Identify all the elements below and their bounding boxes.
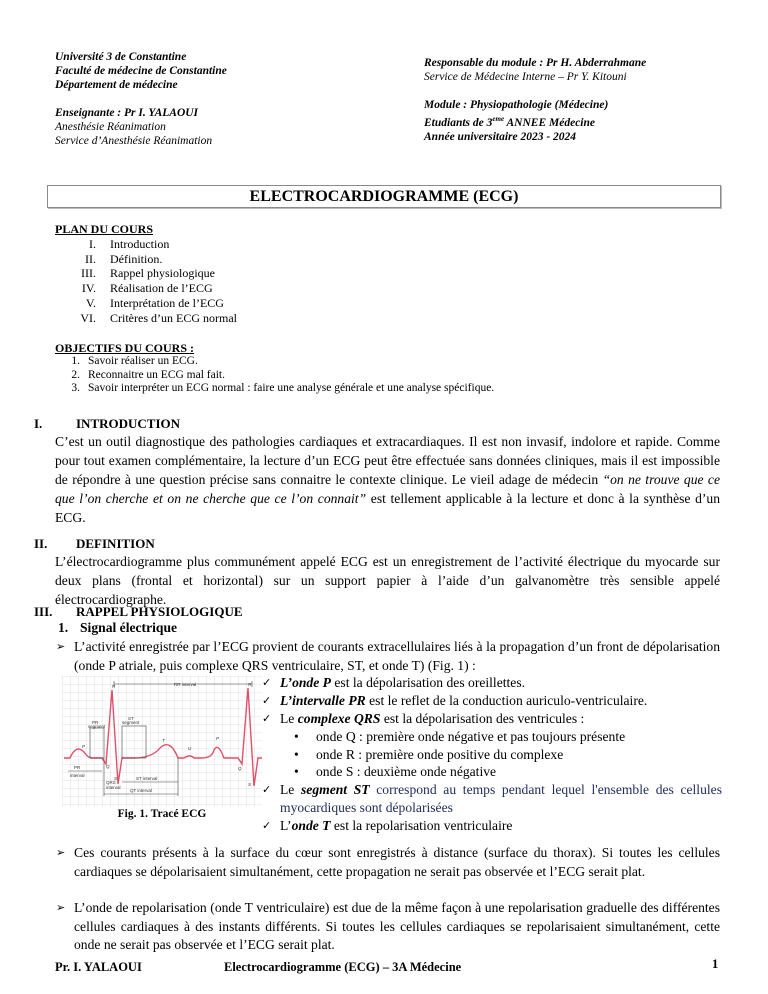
- prefix: L’: [280, 817, 292, 833]
- dot-bullet-icon: •: [294, 729, 299, 744]
- section-title: INTRODUCTION: [76, 416, 181, 431]
- objective-item: [55, 355, 735, 369]
- ecg-figure: [62, 676, 262, 807]
- bullet-item-s: [262, 763, 722, 781]
- check-icon: ✓: [262, 713, 272, 725]
- check-icon: ✓: [262, 819, 272, 832]
- section-num: II.: [34, 536, 48, 551]
- bullet-text: onde Q : première onde négative et pas toujours présente: [316, 729, 626, 744]
- svg-text:segment: segment: [122, 720, 140, 725]
- arrow-bullet-icon: ➢: [56, 902, 66, 914]
- term: onde T: [291, 817, 331, 833]
- section-heading-introduction: [34, 416, 180, 432]
- footer-title: Electrocardiogramme (ECG) – 3A Médecine: [224, 960, 462, 974]
- objective-item: [55, 382, 735, 396]
- svg-text:R: R: [248, 682, 252, 687]
- plan-heading: PLAN DU COURS: [55, 222, 154, 236]
- definition-paragraph: L’électrocardiogramme plus communément appelé ECG est un enregistrement de l’activité électrique du myocarde sur deux plans (frontal et horizontal) sur un support papier à l’aide d’un galvanomètre très sensible appelé électrocardiographe.: [55, 554, 720, 607]
- objective-num: 1.: [71, 355, 80, 367]
- section-heading-definition: [34, 536, 155, 552]
- arrow-text: Ces courants présents à la surface du cœur sont enregistrés à distance (surface du thorax). Si toutes les cellules cardiaques se dépolarisaient simultanément, cette propagation ne serait pas observée et l’ECG serait plat.: [74, 845, 720, 879]
- bullet-item-q: [262, 728, 722, 746]
- arrow-item: [56, 844, 720, 881]
- subsection-title: Signal électrique: [80, 620, 178, 635]
- plan-item: [55, 266, 455, 281]
- term: complexe QRS: [297, 711, 381, 726]
- students-line: [424, 112, 744, 130]
- subsection-heading-signal: [58, 620, 177, 636]
- plan-section: [55, 222, 455, 326]
- objective-item: [55, 369, 735, 383]
- page-number: 1: [712, 957, 719, 971]
- footer-author: Pr. I. YALAOUI: [55, 960, 142, 974]
- svg-text:QT interval: QT interval: [130, 788, 152, 793]
- plan-label: Interprétation de l’ECG: [110, 295, 224, 310]
- check-item-st-segment: [262, 781, 722, 817]
- svg-text:Q: Q: [238, 766, 242, 771]
- students-prefix: Etudiants de 3: [424, 116, 493, 129]
- introduction-paragraph: [55, 432, 720, 527]
- objectives-section: [55, 341, 735, 396]
- definition: est la repolarisation ventriculaire: [330, 817, 513, 833]
- plan-label: Critères d’un ECG normal: [110, 310, 237, 325]
- svg-text:PR: PR: [74, 765, 81, 770]
- plan-label: Réalisation de l’ECG: [110, 281, 213, 296]
- students-sup: eme: [492, 115, 505, 123]
- svg-text:U: U: [188, 746, 192, 751]
- bullet-text: onde R : première onde positive du complexe: [316, 746, 564, 762]
- svg-text:P: P: [82, 744, 86, 749]
- section-num: III.: [34, 604, 53, 619]
- svg-text:RR interval: RR interval: [174, 682, 197, 687]
- objective-label: Savoir réaliser un ECG.: [88, 355, 198, 367]
- arrow-item: [56, 899, 720, 955]
- check-item-qrs: [262, 710, 722, 728]
- section-heading-rappel: [34, 604, 243, 620]
- plan-item: [55, 281, 455, 296]
- document-title: ELECTROCARDIOGRAMME (ECG): [47, 185, 721, 208]
- svg-text:T: T: [162, 738, 165, 743]
- plan-label: Rappel physiologique: [110, 266, 215, 281]
- check-item-p-wave: [262, 674, 722, 692]
- prefix: Le: [280, 781, 301, 797]
- plan-label: Définition.: [110, 251, 163, 266]
- plan-item: [55, 237, 455, 252]
- academic-year: Année universitaire 2023 - 2024: [424, 130, 577, 143]
- objective-num: 2.: [71, 368, 80, 381]
- svg-text:PR: PR: [92, 720, 99, 725]
- plan-num: IV.: [81, 281, 96, 296]
- check-item-pr-interval: [262, 692, 722, 710]
- intro-quote: “on ne trouve que ce que l’on cherche et on ne cherche que ce l’on connait”: [55, 472, 720, 506]
- svg-text:QRS: QRS: [106, 780, 116, 785]
- svg-text:interval: interval: [70, 773, 85, 778]
- plan-num: VI.: [80, 310, 96, 325]
- plan-item: [55, 311, 455, 326]
- ecg-trace-image: [62, 676, 262, 807]
- subsection-num: 1.: [58, 620, 69, 635]
- module-name: Module : Physiopathologie (Médecine): [424, 99, 609, 111]
- term: L’intervalle PR: [280, 693, 366, 708]
- definition: est le reflet de la conduction auriculo-ventriculaire.: [365, 693, 648, 708]
- plan-num: II.: [85, 251, 96, 266]
- definition: est la dépolarisation des oreillettes.: [330, 675, 526, 690]
- module-responsable: Responsable du module : Pr H. Abderrahmane: [424, 57, 647, 69]
- svg-text:S: S: [248, 782, 252, 787]
- plan-item: [55, 252, 455, 267]
- section-title: RAPPEL PHYSIOLOGIQUE: [76, 604, 243, 619]
- svg-text:segment: segment: [88, 724, 106, 729]
- svg-text:S: S: [114, 776, 118, 781]
- svg-text:R: R: [112, 684, 116, 689]
- plan-label: Introduction: [110, 236, 170, 251]
- institution-line: Département de médecine: [55, 79, 178, 91]
- students-suffix: ANNEE Médecine: [504, 116, 595, 129]
- plan-num: V.: [85, 295, 96, 310]
- prefix: Le: [280, 711, 298, 726]
- section-title: DEFINITION: [76, 536, 155, 551]
- svg-text:ST interval: ST interval: [136, 776, 158, 781]
- teacher-label: Enseignante : Pr I. YALAOUI: [55, 107, 199, 119]
- check-icon: ✓: [262, 677, 272, 689]
- check-icon: ✓: [262, 783, 272, 796]
- check-item-t-wave: [262, 817, 722, 835]
- teacher-dept: Anesthésie Réanimation: [55, 121, 166, 133]
- definition: correspond au temps pendant lequel l'ensemble des cellules myocardiques sont dépolarisées: [280, 781, 722, 815]
- section-num: I.: [34, 416, 43, 431]
- svg-text:interval: interval: [106, 785, 121, 790]
- term: segment ST: [301, 781, 370, 797]
- arrow-text: L’activité enregistrée par l’ECG provient de courants extracellulaires liés à la propagation d’un front de dépolarisation (onde P atriale, puis complexe QRS ventriculaire, ST, et onde T) (Fig. 1) :: [74, 639, 720, 673]
- objectives-heading: OBJECTIFS DU COURS :: [55, 341, 195, 355]
- institution-line: Faculté de médecine de Constantine: [55, 65, 227, 77]
- arrow-text: L’onde de repolarisation (onde T ventriculaire) est due de la même façon à une repolarisation graduelle des différentes cellules cardiaques à des instants différents. Si toutes les cellules cardiaques se repolarisaient simultanément, cette onde ne serait pas observée et l’ECG serait plat.: [74, 900, 720, 952]
- term: L’onde P: [280, 675, 331, 690]
- intro-text-end: est tellement applicable à la lecture et donc à la synthèse d’un ECG.: [55, 491, 721, 525]
- objective-num: 3.: [71, 382, 80, 394]
- teacher-service: Service d’Anesthésie Réanimation: [55, 135, 213, 147]
- bullet-item-r: [262, 746, 722, 764]
- svg-text:P: P: [216, 736, 220, 741]
- objective-label: Savoir interpréter un ECG normal : faire une analyse générale et une analyse spécifique.: [88, 382, 495, 394]
- plan-item: [55, 296, 455, 311]
- dot-bullet-icon: •: [294, 746, 299, 762]
- ecg-waves-list: [262, 674, 722, 835]
- bullet-text: onde S : deuxième onde négative: [316, 764, 497, 779]
- plan-num: I.: [89, 236, 96, 251]
- check-icon: ✓: [262, 695, 272, 707]
- header-right: [424, 56, 744, 144]
- definition: est la dépolarisation des ventricules :: [380, 711, 585, 726]
- svg-text:Q: Q: [106, 764, 110, 769]
- header-left: [55, 50, 355, 148]
- intro-text: C’est un outil diagnostique des pathologies cardiaques et extracardiaques. Il est non invasif, indolore et rapide. Comme pour tout examen complémentaire, la lecture d’un ECG peut être effectuée sans données cliniques, mais il est impossible de répondre à une question précise sans connaitre le contexte clinique. Le vieil adage de médecin: [55, 434, 720, 487]
- figure-caption: Fig. 1. Tracé ECG: [117, 808, 207, 820]
- module-service: Service de Médecine Interne – Pr Y. Kitouni: [424, 71, 627, 83]
- arrow-bullet-icon: ➢: [56, 847, 66, 859]
- arrow-bullet-icon: ➢: [56, 641, 66, 653]
- svg-text:ST: ST: [128, 716, 134, 721]
- objective-label: Reconnaitre un ECG mal fait.: [88, 368, 226, 381]
- institution-line: Université 3 de Constantine: [55, 51, 187, 63]
- dot-bullet-icon: •: [294, 764, 299, 779]
- arrow-item: [56, 638, 720, 675]
- plan-num: III.: [81, 266, 96, 281]
